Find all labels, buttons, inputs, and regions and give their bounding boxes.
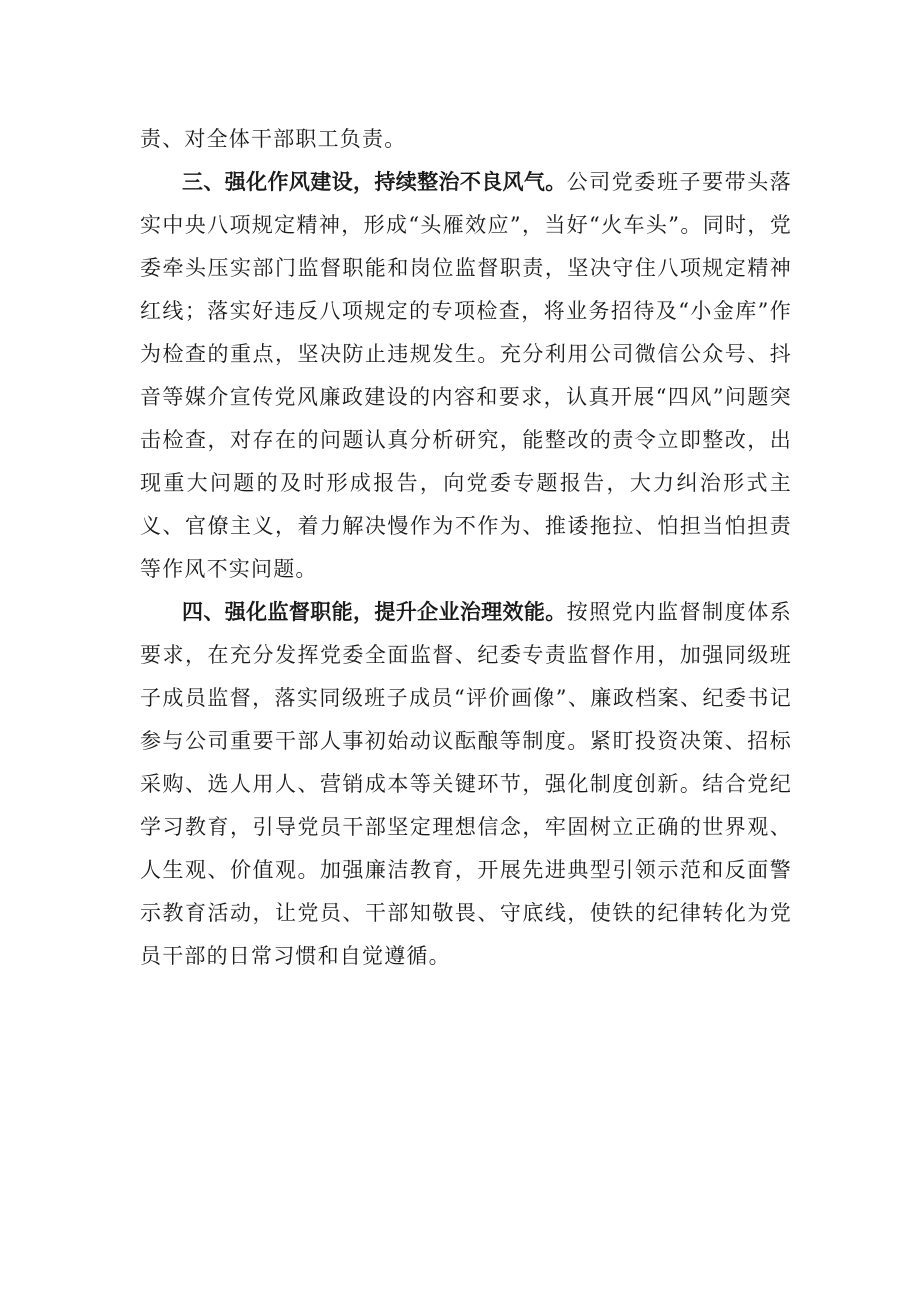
paragraph-section-three [140,161,792,591]
paragraph-section-four [140,591,792,978]
section-three-heading: 三、强化作风建设，持续整治不良风气。 [182,170,567,194]
section-four-heading: 四、强化监督职能，提升企业治理效能。 [182,600,567,624]
paragraph-body-text: 责、对全体干部职工负责。 [140,127,407,151]
section-four-body: 按照党内监督制度体系要求，在充分发挥党委全面监督、纪委专责监督作用，加强同级班子成员监督，落实同级班子成员“评价画像”、廉政档案、纪委书记参与公司重要干部人事初始动议酝酿等制度。紧盯投资决策、招标采购、选人用人、营销成本等关键环节，强化制度创新。结合党纪学习教育，引导党员干部坚定理想信念，牢固树立正确的世界观、人生观、价值观。加强廉洁教育，开展先进典型引领示范和反面警示教育活动，让党员、干部知敬畏、守底线，使铁的纪律转化为党员干部的日常习惯和自觉遵循。 [140,600,793,968]
paragraph-continuation [140,118,792,161]
section-three-body: 公司党委班子要带头落实中央八项规定精神，形成“头雁效应”，当好“火车头”。同时，党委牵头压实部门监督职能和岗位监督职责，坚决守住八项规定精神红线；落实好违反八项规定的专项检查，将业务招待及“小金库”作为检查的重点，坚决防止违规发生。充分利用公司微信公众号、抖音等媒介宣传党风廉政建设的内容和要求，认真开展“四风”问题突击检查，对存在的问题认真分析研究，能整改的责令立即整改，出现重大问题的及时形成报告，向党委专题报告，大力纠治形式主义、官僚主义，着力解决慢作为不作为、推诿拖拉、怕担当怕担责等作风不实问题。 [140,170,793,581]
document-body [140,118,792,978]
